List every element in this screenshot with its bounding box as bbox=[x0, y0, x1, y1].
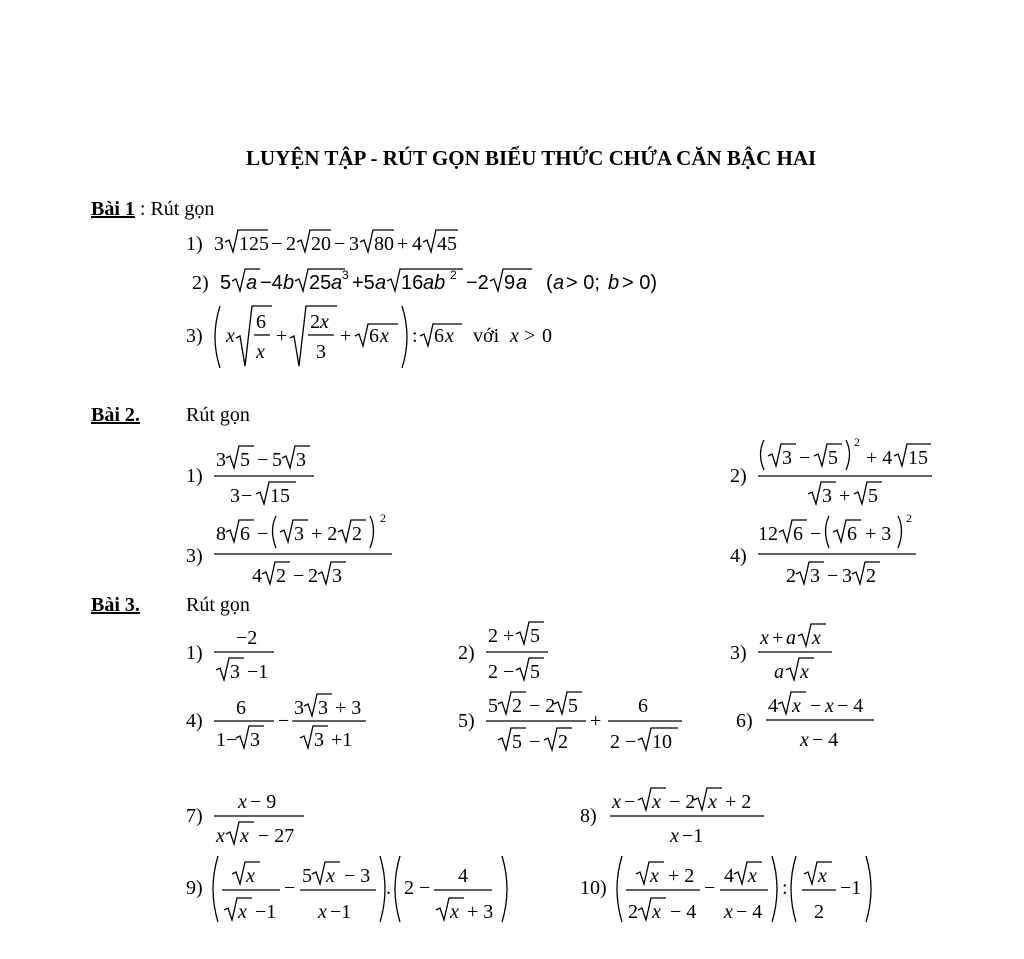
svg-text:− 4: − 4 bbox=[736, 901, 763, 923]
bai2-expr-3 bbox=[180, 510, 410, 588]
svg-text:45: 45 bbox=[437, 233, 457, 255]
bai1-heading-row bbox=[91, 198, 214, 221]
item-number: 9) bbox=[186, 877, 203, 899]
svg-text:x: x bbox=[380, 325, 389, 347]
svg-text:+ 2: + 2 bbox=[668, 865, 695, 887]
bai3-expr-2 bbox=[452, 618, 572, 684]
svg-text:b: b bbox=[608, 272, 620, 294]
svg-text:2 +: 2 + bbox=[488, 625, 515, 647]
svg-text:3: 3 bbox=[316, 341, 326, 363]
svg-text:2: 2 bbox=[380, 511, 386, 525]
svg-text:3: 3 bbox=[782, 447, 792, 469]
svg-text:+ 2: + 2 bbox=[311, 523, 338, 545]
svg-text:+ 2: + 2 bbox=[725, 791, 752, 813]
svg-text:x: x bbox=[238, 791, 247, 813]
svg-text:+: + bbox=[276, 325, 288, 347]
svg-text:ab: ab bbox=[423, 272, 446, 294]
svg-text:x: x bbox=[240, 825, 249, 847]
svg-text:5: 5 bbox=[220, 272, 232, 294]
item-number: 1) bbox=[186, 465, 203, 487]
svg-text:− 2: − 2 bbox=[669, 791, 696, 813]
svg-text:4: 4 bbox=[412, 233, 422, 255]
svg-text:+: + bbox=[839, 485, 851, 507]
svg-text:−: − bbox=[624, 791, 636, 813]
svg-text:x: x bbox=[320, 311, 329, 333]
svg-text:5: 5 bbox=[488, 695, 498, 717]
bai3-heading: Bài 3. bbox=[91, 594, 140, 616]
svg-text:x: x bbox=[450, 901, 459, 923]
svg-text:12: 12 bbox=[758, 523, 778, 545]
svg-text:−2: −2 bbox=[466, 272, 489, 294]
item-number: 6) bbox=[736, 710, 753, 732]
bai1-expr-2 bbox=[180, 262, 700, 298]
svg-text:− 9: − 9 bbox=[250, 791, 277, 813]
svg-text:x: x bbox=[612, 791, 621, 813]
svg-text:6: 6 bbox=[240, 523, 250, 545]
svg-text:−: − bbox=[827, 565, 839, 587]
svg-text:0: 0 bbox=[542, 325, 552, 347]
svg-text:2: 2 bbox=[308, 565, 318, 587]
item-number: 7) bbox=[186, 805, 203, 827]
item-number: 4) bbox=[730, 545, 747, 567]
svg-text:2: 2 bbox=[628, 901, 638, 923]
svg-text:− 4: − 4 bbox=[837, 695, 864, 717]
svg-text:> 0;: > 0; bbox=[566, 272, 600, 294]
svg-text:−: − bbox=[704, 877, 716, 899]
svg-text:x: x bbox=[748, 865, 757, 887]
svg-text:a: a bbox=[331, 272, 343, 294]
svg-text:6: 6 bbox=[256, 311, 266, 333]
svg-text:x: x bbox=[216, 825, 225, 847]
svg-text:3: 3 bbox=[250, 729, 260, 751]
item-number: 8) bbox=[580, 805, 597, 827]
svg-text:2: 2 bbox=[286, 233, 296, 255]
svg-text:6: 6 bbox=[236, 697, 246, 719]
svg-text:3: 3 bbox=[230, 661, 240, 683]
svg-text:5: 5 bbox=[240, 449, 250, 471]
svg-text:x: x bbox=[256, 341, 265, 363]
svg-text:x: x bbox=[238, 901, 247, 923]
svg-text:+: + bbox=[590, 710, 602, 732]
item-number: 1) bbox=[186, 642, 203, 664]
svg-text:− 27: − 27 bbox=[258, 825, 295, 847]
svg-text:2: 2 bbox=[814, 901, 824, 923]
svg-text:3: 3 bbox=[214, 233, 224, 255]
item-number: 3) bbox=[186, 545, 203, 567]
svg-text:x: x bbox=[760, 627, 769, 649]
svg-text:25: 25 bbox=[309, 272, 332, 294]
bai2-expr-1 bbox=[180, 440, 340, 510]
svg-text:+5: +5 bbox=[352, 272, 375, 294]
svg-text:6: 6 bbox=[847, 523, 857, 545]
svg-text:6: 6 bbox=[793, 523, 803, 545]
svg-text:−1: −1 bbox=[330, 901, 352, 923]
svg-text:1−: 1− bbox=[216, 729, 238, 751]
bai3-expr-6 bbox=[730, 688, 890, 754]
svg-text:16: 16 bbox=[401, 272, 424, 294]
svg-text:−1: −1 bbox=[247, 661, 269, 683]
svg-text:2: 2 bbox=[512, 695, 522, 717]
svg-text:3: 3 bbox=[332, 565, 342, 587]
svg-text:6: 6 bbox=[434, 325, 444, 347]
svg-text:3: 3 bbox=[296, 449, 306, 471]
svg-text:2: 2 bbox=[854, 435, 860, 449]
svg-text:−: − bbox=[278, 710, 290, 732]
bai3-label: Rút gọn bbox=[186, 594, 250, 616]
item-number: 3) bbox=[730, 642, 747, 664]
svg-text:+ 3: + 3 bbox=[865, 523, 892, 545]
svg-text:3: 3 bbox=[318, 697, 328, 719]
item-number: 5) bbox=[458, 710, 475, 732]
bai3-expr-5 bbox=[452, 688, 692, 754]
svg-text:x: x bbox=[825, 695, 834, 717]
bai2-expr-4 bbox=[724, 510, 954, 588]
svg-text:−: − bbox=[257, 449, 269, 471]
svg-text:x: x bbox=[792, 695, 801, 717]
svg-text:2 −: 2 − bbox=[610, 731, 637, 753]
svg-text:20: 20 bbox=[311, 233, 331, 255]
svg-text:x: x bbox=[226, 325, 235, 347]
svg-text:4: 4 bbox=[724, 865, 734, 887]
svg-text:x: x bbox=[650, 865, 659, 887]
svg-text:4: 4 bbox=[458, 865, 468, 887]
svg-text:−2: −2 bbox=[236, 627, 258, 649]
svg-text:+ 4: + 4 bbox=[866, 447, 893, 469]
bai1-label: : Rút gọn bbox=[134, 198, 215, 220]
svg-text:3: 3 bbox=[342, 268, 349, 282]
svg-text:−: − bbox=[529, 731, 541, 753]
svg-text:15: 15 bbox=[908, 447, 928, 469]
svg-text:− 4: − 4 bbox=[812, 729, 839, 751]
svg-text:x: x bbox=[510, 325, 519, 347]
svg-text:2: 2 bbox=[276, 565, 286, 587]
svg-text:4: 4 bbox=[252, 565, 262, 587]
svg-text:b: b bbox=[283, 272, 295, 294]
svg-text:+: + bbox=[772, 627, 784, 649]
bai3-expr-1 bbox=[180, 620, 290, 686]
svg-text:5: 5 bbox=[568, 695, 578, 717]
svg-text::: : bbox=[782, 877, 788, 899]
svg-text:+: + bbox=[397, 233, 409, 255]
svg-text:3: 3 bbox=[294, 697, 304, 719]
bai3-expr-4 bbox=[180, 690, 380, 756]
bai3-expr-10 bbox=[574, 852, 894, 926]
svg-text:5: 5 bbox=[530, 625, 540, 647]
bai3-expr-9 bbox=[180, 852, 520, 926]
svg-text:2: 2 bbox=[906, 511, 912, 525]
svg-text:−: − bbox=[810, 695, 822, 717]
item-number: 2) bbox=[192, 272, 209, 294]
svg-text:8: 8 bbox=[216, 523, 226, 545]
svg-text:5: 5 bbox=[272, 449, 282, 471]
svg-text:x: x bbox=[318, 901, 327, 923]
svg-text:a: a bbox=[774, 661, 784, 683]
svg-text:a: a bbox=[786, 627, 796, 649]
svg-text:x: x bbox=[670, 825, 679, 847]
svg-text:9: 9 bbox=[504, 272, 516, 294]
item-number: 3) bbox=[186, 325, 203, 347]
item-number: 2) bbox=[458, 642, 475, 664]
svg-text:a: a bbox=[553, 272, 565, 294]
item-number: 4) bbox=[186, 710, 203, 732]
svg-text:a: a bbox=[246, 272, 258, 294]
svg-text:2: 2 bbox=[352, 523, 362, 545]
svg-text:−: − bbox=[241, 485, 253, 507]
svg-text:2 −: 2 − bbox=[404, 877, 431, 899]
svg-text:−: − bbox=[293, 565, 305, 587]
svg-text:5: 5 bbox=[530, 661, 540, 683]
svg-text:2: 2 bbox=[558, 731, 568, 753]
svg-text:x: x bbox=[652, 791, 661, 813]
bai1-expr-1 bbox=[180, 224, 500, 258]
bai1-heading: Bài 1 bbox=[91, 198, 135, 220]
item-number: 10) bbox=[580, 877, 607, 899]
svg-text:5: 5 bbox=[512, 731, 522, 753]
svg-text:10: 10 bbox=[652, 731, 672, 753]
svg-text:3: 3 bbox=[294, 523, 304, 545]
svg-text:−: − bbox=[257, 523, 269, 545]
svg-text:− 2: − 2 bbox=[529, 695, 556, 717]
svg-text:6: 6 bbox=[369, 325, 379, 347]
svg-text:2: 2 bbox=[450, 268, 457, 282]
svg-text:+ 3: + 3 bbox=[335, 697, 362, 719]
svg-text:x: x bbox=[724, 901, 733, 923]
svg-text:x: x bbox=[800, 661, 809, 683]
svg-text:−1: −1 bbox=[255, 901, 277, 923]
svg-text:5: 5 bbox=[302, 865, 312, 887]
svg-text:2: 2 bbox=[786, 565, 796, 587]
svg-text:2 −: 2 − bbox=[488, 661, 515, 683]
svg-text:(: ( bbox=[546, 272, 553, 294]
svg-text:−: − bbox=[284, 877, 296, 899]
svg-text:125: 125 bbox=[239, 233, 269, 255]
svg-text:x: x bbox=[445, 325, 454, 347]
svg-text:15: 15 bbox=[270, 485, 290, 507]
svg-text:x: x bbox=[246, 865, 255, 887]
svg-text:−: − bbox=[334, 233, 346, 255]
bai1-expr-3 bbox=[180, 300, 600, 374]
bai2-expr-2 bbox=[724, 434, 954, 512]
bai3-expr-7 bbox=[180, 784, 320, 850]
svg-text:2: 2 bbox=[310, 311, 320, 333]
svg-text:3: 3 bbox=[822, 485, 832, 507]
svg-text:>: > bbox=[524, 325, 536, 347]
item-number: 1) bbox=[186, 233, 203, 255]
svg-text:6: 6 bbox=[638, 695, 648, 717]
svg-text:x: x bbox=[652, 901, 661, 923]
svg-text:.: . bbox=[386, 877, 391, 899]
svg-text:3: 3 bbox=[349, 233, 359, 255]
voi-word: với bbox=[473, 325, 500, 347]
svg-text:> 0): > 0) bbox=[622, 272, 658, 294]
svg-text:+1: +1 bbox=[331, 729, 353, 751]
bai2-heading: Bài 2. bbox=[91, 404, 140, 426]
svg-text:2: 2 bbox=[866, 565, 876, 587]
bai2-label: Rút gọn bbox=[186, 404, 250, 426]
svg-text:3: 3 bbox=[216, 449, 226, 471]
svg-text:4: 4 bbox=[768, 695, 778, 717]
svg-text:−1: −1 bbox=[840, 877, 862, 899]
svg-text:a: a bbox=[516, 272, 528, 294]
svg-text:+: + bbox=[340, 325, 352, 347]
svg-text:5: 5 bbox=[828, 447, 838, 469]
page-title: LUYỆN TẬP - RÚT GỌN BIỂU THỨC CHỨA CĂN BẬC HAI bbox=[246, 146, 817, 170]
svg-text:3: 3 bbox=[810, 565, 820, 587]
bai3-expr-8 bbox=[574, 784, 774, 850]
svg-text:a: a bbox=[375, 272, 387, 294]
svg-text:− 3: − 3 bbox=[344, 865, 371, 887]
svg-text:−: − bbox=[271, 233, 283, 255]
svg-text:80: 80 bbox=[374, 233, 394, 255]
bai3-expr-3 bbox=[724, 620, 854, 686]
svg-text:3: 3 bbox=[230, 485, 240, 507]
svg-text:x: x bbox=[800, 729, 809, 751]
svg-text:5: 5 bbox=[868, 485, 878, 507]
svg-text:− 4: − 4 bbox=[670, 901, 697, 923]
svg-text:−4: −4 bbox=[260, 272, 283, 294]
svg-text:3: 3 bbox=[842, 565, 852, 587]
svg-text:+ 3: + 3 bbox=[467, 901, 494, 923]
svg-text:x: x bbox=[812, 627, 821, 649]
svg-text:x: x bbox=[326, 865, 335, 887]
svg-text:−1: −1 bbox=[682, 825, 704, 847]
svg-text:3: 3 bbox=[314, 729, 324, 751]
svg-text:x: x bbox=[818, 865, 827, 887]
svg-text:−: − bbox=[810, 523, 822, 545]
item-number: 2) bbox=[730, 465, 747, 487]
svg-text:−: − bbox=[799, 447, 811, 469]
svg-text::: : bbox=[412, 325, 418, 347]
svg-text:x: x bbox=[708, 791, 717, 813]
